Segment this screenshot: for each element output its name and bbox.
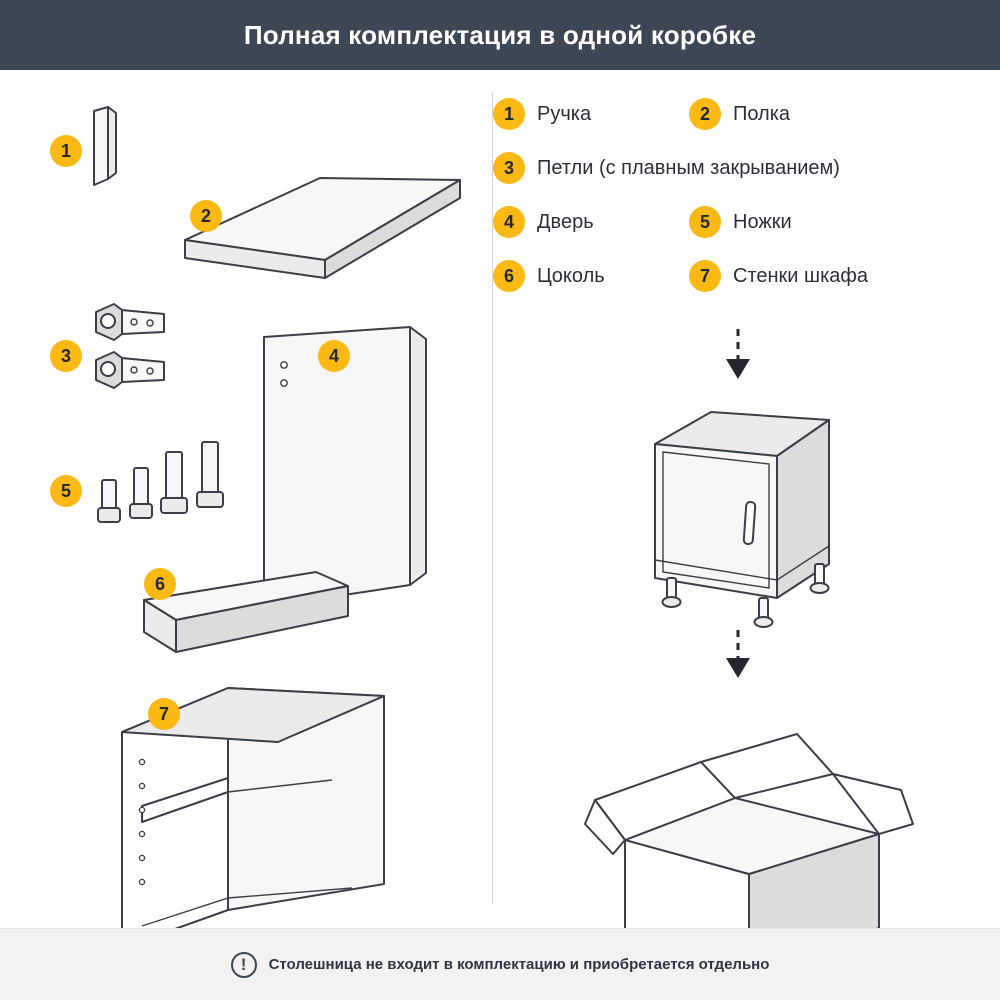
legend-badge: 1: [493, 98, 525, 130]
badge-part-5: 5: [50, 475, 82, 507]
legend-label: Ножки: [733, 210, 792, 233]
badge-part-3: 3: [50, 340, 82, 372]
badge-part-1: 1: [50, 135, 82, 167]
legend-badge: 5: [689, 206, 721, 238]
legend-label: Ручка: [537, 102, 592, 125]
footer-text: Столешница не входит в комплектацию и приобретается отдельно: [268, 956, 770, 973]
legend-badge: 2: [689, 98, 721, 130]
page-title: Полная комплектация в одной коробке: [243, 19, 757, 50]
legend-item-5: [689, 206, 1000, 238]
legend-badge: 7: [689, 260, 721, 292]
exclamation-icon: !: [231, 952, 257, 978]
badge-part-7: 7: [148, 698, 180, 730]
badge-part-2: 2: [190, 200, 222, 232]
legend-item-7: [689, 260, 1000, 292]
part-handle: [86, 105, 126, 195]
legend-badge: 4: [493, 206, 525, 238]
part-hinges: [88, 298, 178, 418]
cardboard-box-illustration: [583, 678, 913, 928]
legend-row: [493, 206, 1000, 238]
legend-item-2: [689, 98, 1000, 130]
footer-note: [0, 928, 1000, 1000]
legend-item-4: [493, 206, 689, 238]
parts-illustration-column: [0, 70, 492, 928]
assembled-cabinet-illustration: [633, 382, 863, 642]
legend-badge: 6: [493, 260, 525, 292]
legend-row: [493, 98, 1000, 130]
legend-item-3: [493, 152, 840, 184]
arrow-down-icon-1: [718, 325, 758, 385]
legend-label: Полка: [733, 102, 791, 125]
legend-item-1: [493, 98, 689, 130]
legend-item-6: [493, 260, 689, 292]
badge-part-4: 4: [318, 340, 350, 372]
content-area: [0, 70, 1000, 928]
header-bar: [0, 0, 1000, 70]
legend-row: [493, 260, 1000, 292]
legend-label: Петли (с плавным закрыванием): [537, 156, 840, 179]
part-carcass: [100, 610, 420, 930]
legend-label: Дверь: [537, 210, 594, 233]
badge-part-6: 6: [144, 568, 176, 600]
legend-list: [493, 98, 1000, 314]
legend-and-assembly-column: [493, 70, 1000, 928]
legend-label: Цоколь: [537, 264, 605, 287]
legend-label: Стенки шкафа: [733, 264, 868, 287]
cabinet-handle-icon: [744, 502, 756, 545]
legend-badge: 3: [493, 152, 525, 184]
legend-row: [493, 152, 1000, 184]
